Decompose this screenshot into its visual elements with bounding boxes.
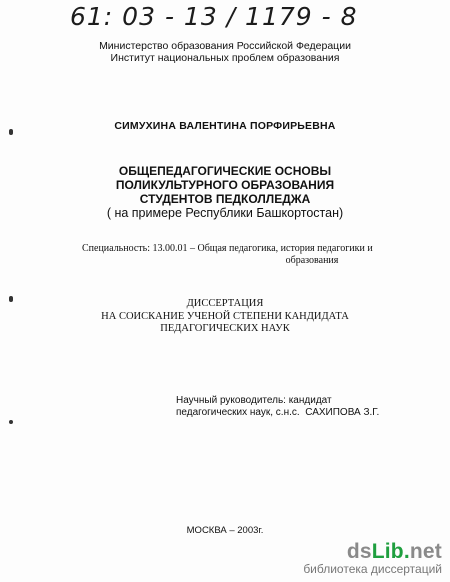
title-line-3: СТУДЕНТОВ ПЕДКОЛЛЕДЖА	[139, 192, 311, 206]
dslib-watermark[interactable]	[303, 541, 442, 576]
supervisor-line-2: педагогических наук, с.н.с. САХИПОВА З.Г.	[176, 407, 380, 418]
logo-ds: ds	[346, 540, 372, 563]
degree-line-1: ДИССЕРТАЦИЯ	[186, 298, 264, 309]
logo-net: net	[409, 540, 442, 563]
author-name: СИМУХИНА ВАЛЕНТИНА ПОРФИРЬЕВНА	[114, 120, 336, 132]
degree-statement	[0, 298, 450, 336]
specialty-line-2: образования	[285, 255, 339, 266]
punch-hole-mark	[9, 420, 13, 424]
dissertation-subtitle: ( на примере Республики Башкортостан)	[106, 206, 344, 220]
institute-line: Институт национальных проблем образования	[110, 52, 340, 64]
watermark-subtitle: библиотека диссертаций	[303, 562, 442, 576]
supervisor	[176, 395, 379, 419]
logo-dot: .	[403, 540, 410, 563]
specialty	[82, 243, 422, 267]
degree-line-3: ПЕДАГОГИЧЕСКИХ НАУК	[160, 323, 290, 334]
specialty-line-1: Специальность: 13.00.01 – Общая педагогика, история педагогики и	[82, 243, 373, 254]
dslib-logo[interactable]	[303, 541, 442, 563]
handwritten-catalog-code: 61: 03 - 13 / 1179 - 8	[70, 2, 358, 31]
logo-lib: Lib	[371, 540, 404, 563]
title-line-1: ОБЩЕПЕДАГОГИЧЕСКИЕ ОСНОВЫ	[118, 164, 332, 178]
degree-line-2: НА СОИСКАНИЕ УЧЕНОЙ СТЕПЕНИ КАНДИДАТА	[101, 310, 349, 322]
supervisor-line-1: Научный руководитель: кандидат	[176, 395, 332, 406]
ministry-line: Министерство образования Российской Федерации	[99, 40, 351, 52]
city-year: МОСКВА – 2003г.	[186, 525, 264, 536]
dissertation-title	[0, 164, 450, 206]
title-line-2: ПОЛИКУЛЬТУРНОГО ОБРАЗОВАНИЯ	[115, 178, 335, 192]
